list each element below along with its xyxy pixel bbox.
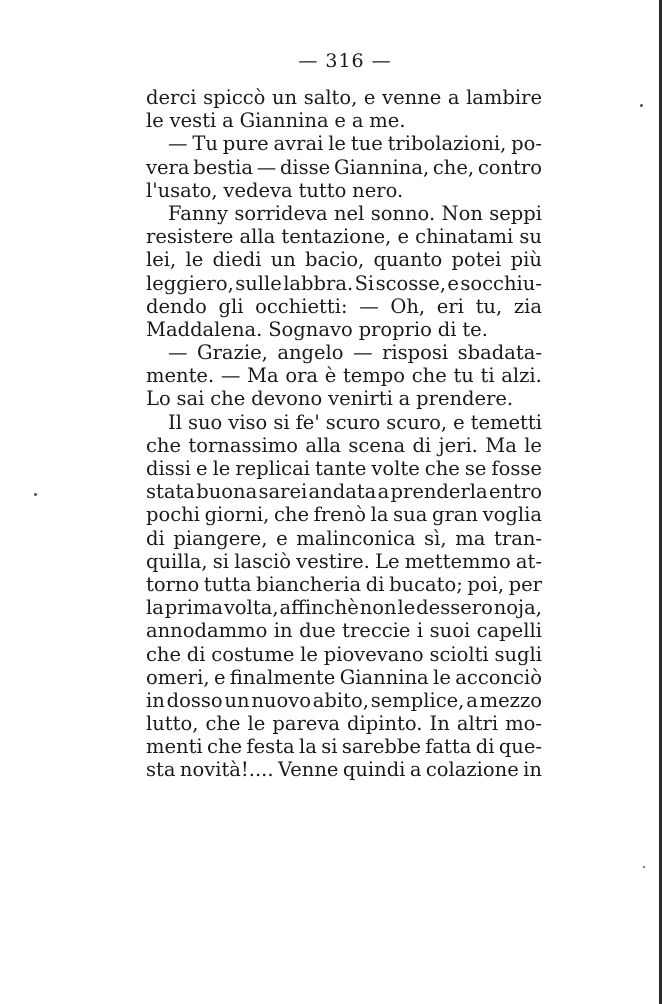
- text-line: [146, 758, 542, 781]
- word: di: [475, 735, 495, 759]
- text-line: [146, 109, 542, 132]
- word: ma: [455, 526, 486, 550]
- text-line: [146, 411, 542, 434]
- word: le: [247, 712, 266, 736]
- word: —: [168, 341, 188, 365]
- word: —: [353, 341, 373, 365]
- word: disse: [279, 155, 331, 179]
- word: temetti: [470, 410, 542, 434]
- word: Il: [168, 410, 182, 434]
- word: a: [466, 688, 478, 712]
- word: più: [510, 248, 542, 272]
- word: zia: [513, 294, 542, 318]
- word: occhietti:: [255, 294, 348, 318]
- word: lei,: [146, 248, 177, 272]
- word: su: [519, 225, 542, 249]
- word: noja,: [493, 596, 542, 620]
- word: e: [276, 526, 288, 550]
- word: volta,: [223, 596, 279, 620]
- word: tu,: [475, 294, 503, 318]
- word: venne: [382, 86, 442, 109]
- word: si: [273, 410, 290, 434]
- word: proprio: [358, 317, 432, 341]
- word: me.: [369, 109, 406, 133]
- word: colazione: [425, 758, 519, 782]
- word: quilla,: [146, 549, 208, 573]
- word: —: [168, 132, 188, 156]
- word: Giannina: [239, 109, 329, 133]
- word: in: [273, 619, 293, 643]
- word: un: [271, 86, 298, 109]
- word: sbadata-: [457, 341, 542, 365]
- word: po-: [511, 132, 542, 156]
- word: e: [213, 665, 226, 689]
- word: novità!....: [179, 758, 274, 782]
- word: resistere: [146, 225, 234, 249]
- word: voglia: [482, 503, 542, 527]
- word: venirti: [328, 387, 393, 411]
- word: mettemmo: [404, 549, 511, 573]
- word: tempo: [342, 364, 406, 388]
- word: finalmente: [229, 665, 336, 689]
- word: mente.: [146, 364, 215, 388]
- word: annodammo: [146, 619, 268, 643]
- text-line: [146, 341, 542, 364]
- word: malinconica: [296, 526, 416, 550]
- word: dessero: [416, 596, 493, 620]
- word: —: [220, 364, 241, 388]
- word: altri: [456, 712, 499, 736]
- word: le: [146, 109, 164, 133]
- word: nuovo: [251, 688, 311, 712]
- word: lasciò: [234, 549, 291, 573]
- word: le: [185, 248, 204, 272]
- text-line: [146, 596, 542, 619]
- word: fosse: [491, 457, 542, 480]
- word: bacio,: [305, 248, 365, 272]
- word: a: [409, 758, 422, 782]
- word: le: [433, 665, 451, 689]
- word: tue: [350, 132, 383, 156]
- text-line: [146, 550, 542, 573]
- word: sorrideva: [234, 201, 328, 225]
- word: dendo: [146, 294, 207, 318]
- word: tutto: [298, 178, 347, 202]
- word: che: [210, 387, 246, 411]
- word: in: [146, 688, 165, 712]
- word: tran-: [494, 526, 542, 550]
- word: dosso: [166, 688, 223, 712]
- word: vera: [146, 155, 190, 179]
- text-line: [146, 527, 542, 550]
- word: tentazione,: [281, 225, 392, 249]
- word: treccie: [342, 619, 411, 643]
- word: potei: [451, 248, 502, 272]
- word: alzi.: [501, 364, 542, 388]
- word: Oh,: [390, 294, 426, 318]
- word: Giannina: [339, 665, 429, 689]
- word: bestia: [193, 155, 253, 179]
- text-line: [146, 202, 542, 225]
- word: contro: [477, 155, 542, 179]
- word: pochi: [146, 503, 200, 527]
- paper-speck: [643, 866, 645, 868]
- word: lambire: [466, 86, 542, 109]
- page-number: — 316 —: [298, 50, 392, 72]
- paper-speck: [640, 104, 643, 107]
- word: vestire.: [296, 549, 370, 573]
- word: suo: [187, 410, 223, 434]
- word: nero.: [352, 178, 404, 202]
- text-line: [146, 179, 542, 202]
- word: omeri,: [146, 665, 210, 689]
- text-line: [146, 457, 542, 480]
- word: sciolti: [429, 642, 489, 666]
- word: quanto: [373, 248, 443, 272]
- word: le: [212, 457, 231, 480]
- word: sarebbe: [341, 735, 421, 759]
- word: pareva: [272, 712, 340, 736]
- word: at-: [515, 549, 542, 573]
- word: In: [429, 712, 450, 736]
- word: alla: [239, 225, 276, 249]
- word: che: [146, 642, 182, 666]
- word: di: [412, 433, 432, 457]
- word: bucato;: [389, 572, 463, 596]
- word: sai: [176, 387, 205, 411]
- word: Grazie,: [197, 341, 268, 365]
- word: replicai: [235, 457, 310, 480]
- word: per: [508, 572, 542, 596]
- text-line: [146, 480, 542, 503]
- word: e: [447, 271, 459, 295]
- word: sonno.: [370, 201, 436, 225]
- text-line: [146, 156, 542, 179]
- word: e: [397, 225, 410, 249]
- word: —: [359, 294, 379, 318]
- word: suoi: [429, 619, 471, 643]
- text-line: [146, 86, 542, 109]
- word: la: [370, 503, 389, 527]
- word: menti: [146, 735, 203, 759]
- word: un: [224, 688, 250, 712]
- word: si: [321, 735, 338, 759]
- word: eri: [436, 294, 464, 318]
- text-line: [146, 387, 542, 410]
- word: fe': [295, 410, 320, 434]
- word: a: [222, 109, 234, 133]
- word: festa: [246, 735, 295, 759]
- word: la: [146, 596, 164, 620]
- word: vesti: [169, 109, 217, 133]
- word: labbra.: [283, 271, 354, 295]
- word: lutto,: [146, 712, 199, 736]
- word: jeri.: [438, 433, 478, 457]
- word: piovevano: [323, 642, 424, 666]
- text-line: [146, 573, 542, 596]
- word: e: [363, 86, 376, 109]
- word: salto,: [303, 86, 358, 109]
- word: a: [447, 86, 460, 109]
- word: andata: [308, 480, 377, 504]
- word: fatta: [425, 735, 472, 759]
- word: due: [299, 619, 336, 643]
- body-text: [146, 86, 542, 782]
- word: Giannina,: [333, 155, 430, 179]
- word: te.: [462, 317, 488, 341]
- word: acconciò: [455, 665, 542, 689]
- word: alla: [305, 433, 342, 457]
- text-line: [146, 318, 542, 341]
- word: la: [299, 735, 317, 759]
- word: è: [324, 364, 337, 388]
- word: e: [453, 410, 465, 434]
- word: risposi: [382, 341, 449, 365]
- word: Ma: [485, 433, 517, 457]
- word: vedeva: [223, 178, 293, 202]
- word: pure: [222, 132, 269, 156]
- text-line: [146, 666, 542, 689]
- word: tante: [314, 457, 367, 480]
- word: se: [464, 457, 487, 480]
- word: sulle: [235, 271, 282, 295]
- text-line: [146, 225, 542, 248]
- text-line: [146, 712, 542, 735]
- word: sua: [393, 503, 428, 527]
- word: Maddalena.: [146, 317, 263, 341]
- word: leggiero,: [146, 271, 234, 295]
- word: dissi: [146, 457, 191, 480]
- word: di: [186, 642, 206, 666]
- word: ti: [480, 364, 495, 388]
- word: tornassimo: [188, 433, 298, 457]
- word: che: [205, 712, 241, 736]
- word: scosse,: [375, 271, 447, 295]
- word: Ma: [247, 364, 279, 388]
- word: frenò: [313, 503, 367, 527]
- word: sugli: [494, 642, 542, 666]
- paper-speck: [34, 493, 37, 496]
- word: abito,: [312, 688, 369, 712]
- word: ora: [285, 364, 319, 388]
- word: in: [523, 758, 542, 782]
- word: derci: [146, 86, 197, 109]
- word: di: [437, 317, 457, 341]
- word: Tu: [192, 132, 218, 156]
- word: Venne: [277, 758, 339, 782]
- word: di: [146, 526, 165, 550]
- word: a: [377, 480, 390, 504]
- word: e: [196, 457, 208, 480]
- word: che: [411, 364, 447, 388]
- word: giorni,: [204, 503, 270, 527]
- word: Sognavo: [268, 317, 353, 341]
- text-line: [146, 248, 542, 271]
- word: prenderla: [390, 480, 488, 504]
- word: costume: [211, 642, 295, 666]
- word: le: [397, 596, 416, 620]
- word: angelo: [277, 341, 344, 365]
- text-line: [146, 503, 542, 526]
- word: dipinto.: [347, 712, 423, 736]
- word: e: [334, 109, 346, 133]
- word: di: [365, 572, 385, 596]
- text-line: [146, 643, 542, 666]
- word: spiccò: [203, 86, 266, 109]
- word: tu: [453, 364, 474, 388]
- word: Lo: [146, 387, 171, 411]
- word: sta: [146, 758, 176, 782]
- word: mo-: [505, 712, 542, 736]
- word: le: [328, 132, 346, 156]
- word: seppi: [489, 201, 542, 225]
- word: piangere,: [173, 526, 268, 550]
- word: socchiu-: [460, 271, 542, 295]
- word: mezzo: [479, 688, 542, 712]
- word: buona: [196, 480, 258, 504]
- text-line: [146, 689, 542, 712]
- word: le: [300, 642, 318, 666]
- word: un: [270, 248, 296, 272]
- word: scena: [348, 433, 406, 457]
- word: Fanny: [168, 201, 228, 225]
- word: poi,: [467, 572, 505, 596]
- word: non: [359, 596, 397, 620]
- word: le: [524, 433, 542, 457]
- text-line: [146, 619, 542, 642]
- word: Le: [375, 549, 400, 573]
- word: Non: [441, 201, 483, 225]
- word: che: [273, 503, 310, 527]
- word: torno: [146, 572, 200, 596]
- word: quindi: [342, 758, 406, 782]
- word: entro: [488, 480, 542, 504]
- text-line: [146, 735, 542, 758]
- word: tutta: [203, 572, 252, 596]
- word: scuro,: [386, 410, 448, 434]
- text-line: [146, 132, 542, 155]
- word: sarei: [258, 480, 308, 504]
- word: chinatami: [415, 225, 514, 249]
- word: tribolazioni,: [387, 132, 507, 156]
- word: i: [416, 619, 424, 643]
- word: si: [212, 549, 230, 573]
- word: avrai: [273, 132, 324, 156]
- word: a: [351, 109, 364, 133]
- text-line: [146, 434, 542, 457]
- word: a: [398, 387, 411, 411]
- text-line: [146, 364, 542, 387]
- word: scuro: [325, 410, 381, 434]
- text-line: [146, 295, 542, 318]
- word: que-: [498, 735, 542, 759]
- word: prendere.: [416, 387, 514, 411]
- word: sì,: [424, 526, 447, 550]
- word: che: [207, 735, 243, 759]
- word: prima: [164, 596, 223, 620]
- word: biancheria: [256, 572, 362, 596]
- word: diedi: [212, 248, 262, 272]
- word: viso: [228, 410, 268, 434]
- word: devono: [251, 387, 323, 411]
- word: —: [256, 155, 277, 179]
- word: che: [424, 457, 460, 480]
- word: che,: [432, 155, 475, 179]
- word: Si: [354, 271, 375, 295]
- word: gli: [218, 294, 244, 318]
- word: l'usato,: [146, 178, 218, 202]
- word: affinchè: [279, 596, 359, 620]
- word: semplice,: [370, 688, 465, 712]
- word: gran: [431, 503, 478, 527]
- text-line: [146, 272, 542, 295]
- word: nel: [333, 201, 365, 225]
- word: stata: [146, 480, 195, 504]
- word: capelli: [476, 619, 542, 643]
- word: che: [146, 433, 182, 457]
- word: volte: [371, 457, 420, 480]
